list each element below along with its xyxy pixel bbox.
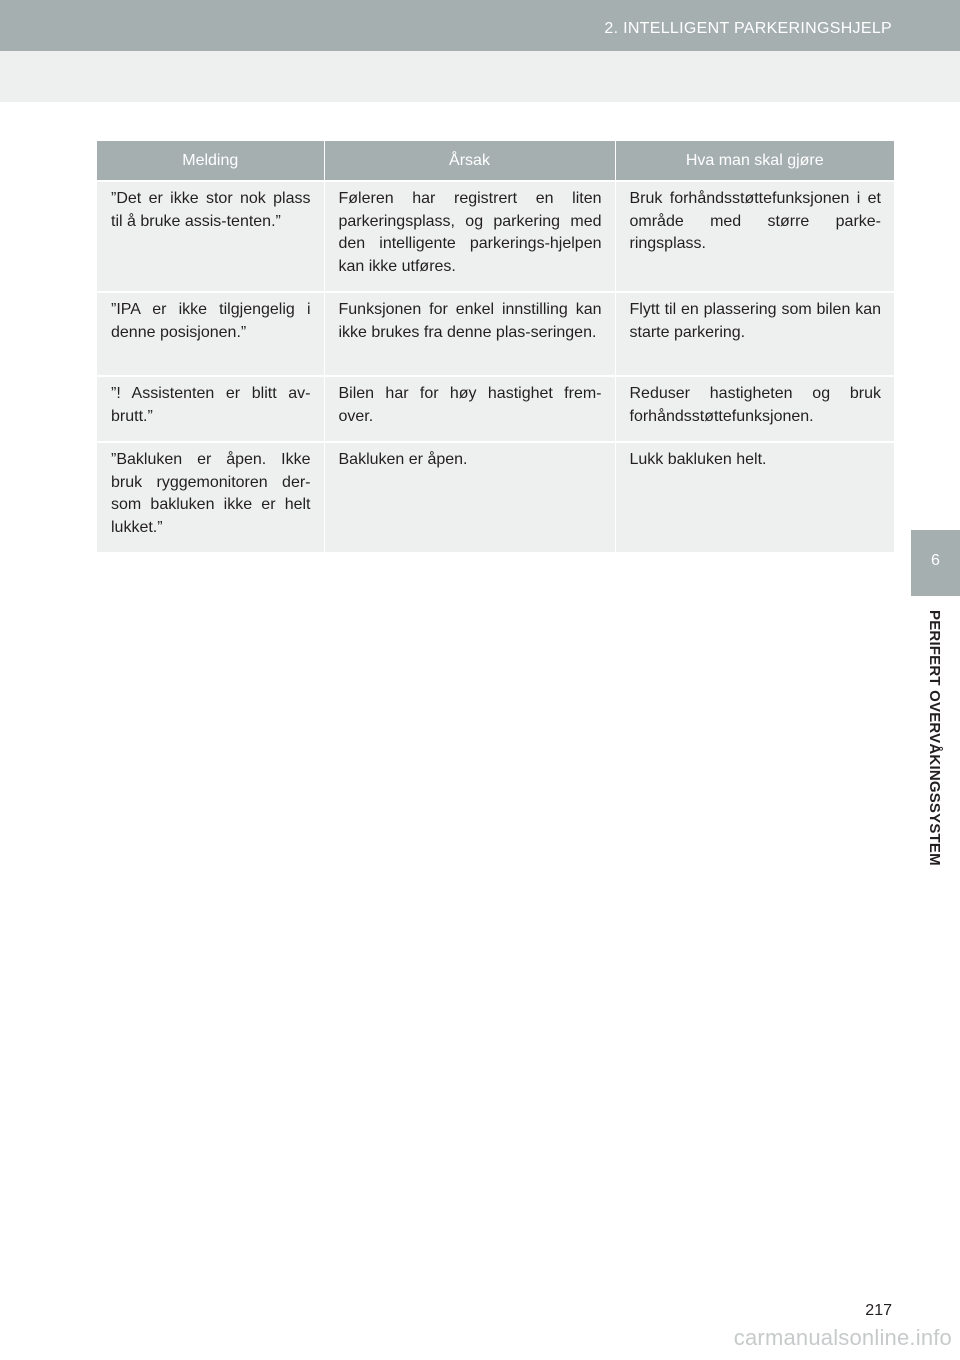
header-bar	[0, 0, 960, 51]
cell-melding: ”IPA er ikke tilgjengelig i denne posisjonen.”	[97, 292, 324, 376]
header-band	[0, 51, 960, 102]
cell-tiltak: Flytt til en plassering som bilen kan starte parkering.	[615, 292, 894, 376]
column-header-melding: Melding	[97, 141, 324, 181]
watermark: carmanualsonline.info	[733, 1325, 952, 1350]
table-row	[97, 292, 894, 376]
table-row	[97, 442, 894, 552]
table-header-row	[97, 141, 894, 181]
table-row	[97, 181, 894, 292]
cell-melding: ”Bakluken er åpen. Ikke bruk ryggemonitoren der-som bakluken ikke er helt lukket.”	[97, 442, 324, 552]
column-header-arsak: Årsak	[324, 141, 615, 181]
cell-arsak: Bilen har for høy hastighet frem-over.	[324, 376, 615, 442]
chapter-label: PERIFERT OVERVÅKINGSSYSTEM	[926, 610, 943, 866]
cell-arsak: Funksjonen for enkel innstilling kan ikke brukes fra denne plas-seringen.	[324, 292, 615, 376]
cell-tiltak: Reduser hastigheten og bruk forhåndsstøttefunksjonen.	[615, 376, 894, 442]
message-table	[97, 141, 894, 552]
cell-tiltak: Lukk bakluken helt.	[615, 442, 894, 552]
cell-melding: ”! Assistenten er blitt av-brutt.”	[97, 376, 324, 442]
cell-melding: ”Det er ikke stor nok plass til å bruke assis-tenten.”	[97, 181, 324, 292]
column-header-hva-man-skal-gjore: Hva man skal gjøre	[615, 141, 894, 181]
table-row	[97, 376, 894, 442]
chapter-number: 6	[931, 552, 940, 569]
cell-tiltak: Bruk forhåndsstøttefunksjonen i et område med større parke-ringsplass.	[615, 181, 894, 292]
cell-arsak: Føleren har registrert en liten parkeringsplass, og parkering med den intelligente parkerings-hjelpen kan ikke utføres.	[324, 181, 615, 292]
cell-arsak: Bakluken er åpen.	[324, 442, 615, 552]
page-number: 217	[865, 1302, 892, 1319]
section-title: 2. INTELLIGENT PARKERINGSHJELP	[604, 20, 892, 37]
chapter-tab	[911, 530, 960, 596]
